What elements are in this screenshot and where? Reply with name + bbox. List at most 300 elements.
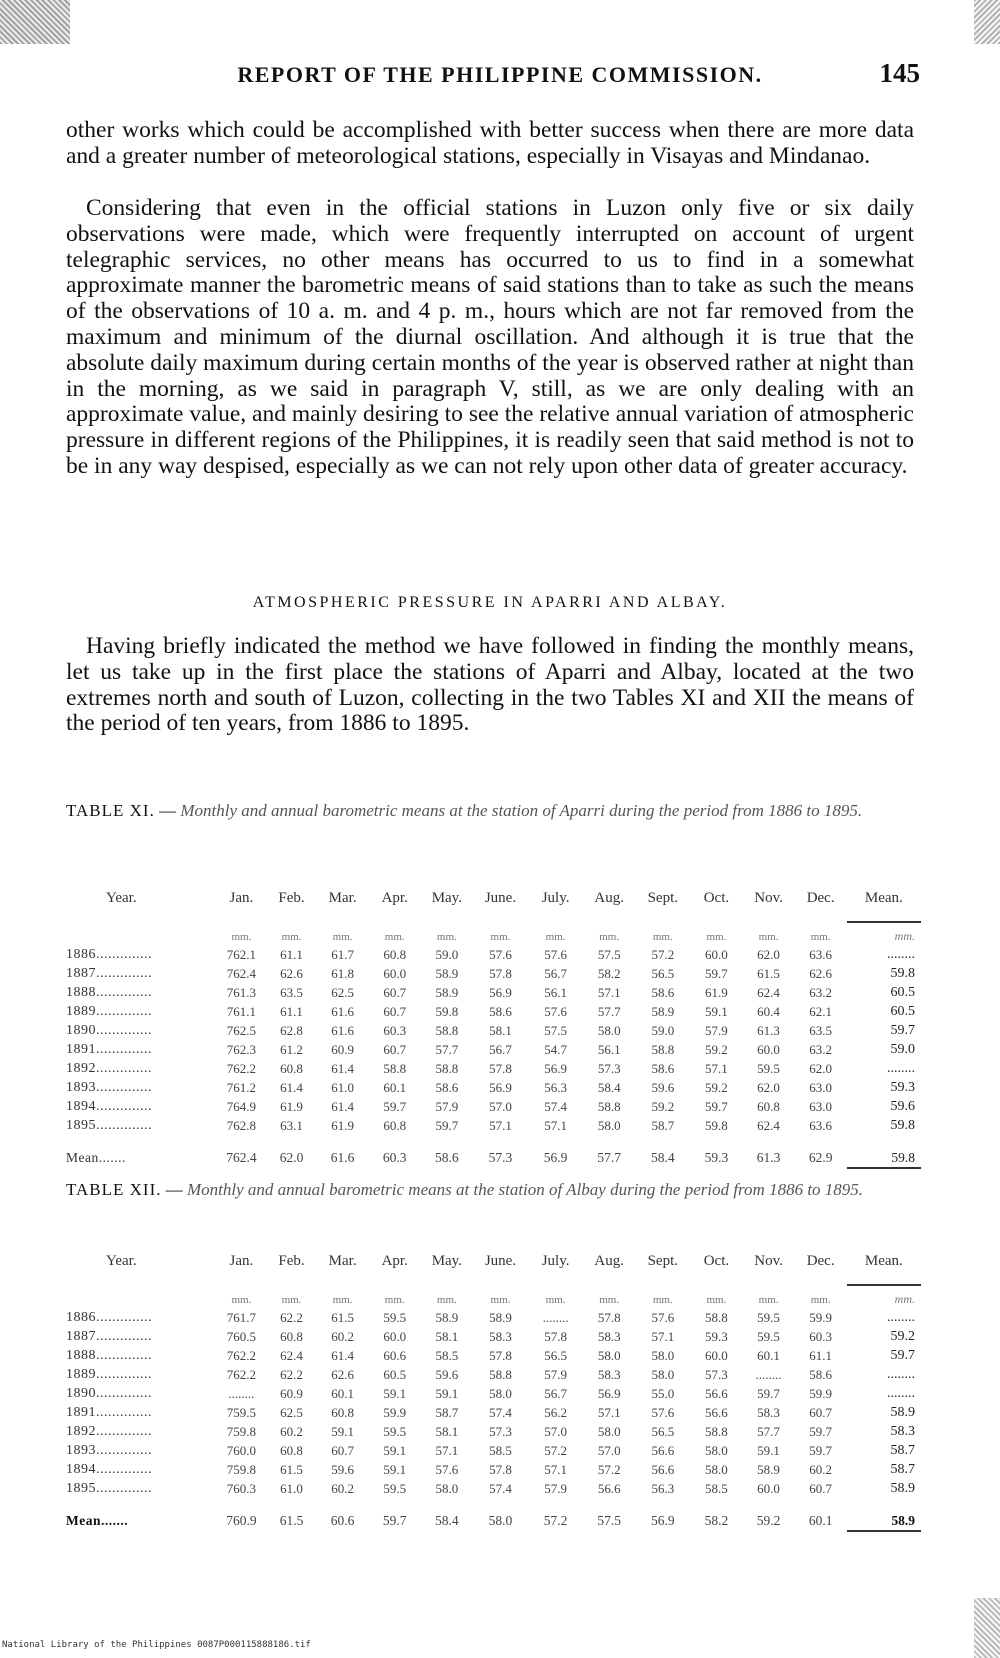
paragraph-3: Having briefly indicated the method we have followed in finding the monthly means, let us take up in the first place the stations of Aparri and Albay, located at the two extremes north and south of Luzon, collecting in the two Tables XI and XII the means of the period of ten years, from 1886 to 1895. xyxy=(66,633,914,737)
column-header: Apr. xyxy=(369,890,421,922)
value-cell: 57.6 xyxy=(544,947,567,962)
value-cell: 57.9 xyxy=(705,1023,728,1038)
value-cell: 57.1 xyxy=(544,1462,567,1477)
value-cell: 59.5 xyxy=(383,1424,407,1439)
mean-value-cell: 58.2 xyxy=(704,1513,729,1528)
value-cell: 60.8 xyxy=(331,1405,354,1420)
value-cell: 61.3 xyxy=(757,1023,780,1038)
table-row xyxy=(66,1060,921,1079)
value-cell: 57.6 xyxy=(544,1004,567,1019)
value-cell: 57.5 xyxy=(597,947,621,962)
column-header: Dec. xyxy=(795,890,847,922)
value-cell: 57.0 xyxy=(597,1443,621,1458)
unit-cell: mm. xyxy=(894,1292,915,1306)
value-cell: 59.7 xyxy=(809,1424,833,1439)
value-cell: 761.1 xyxy=(226,1004,257,1019)
value-cell: 60.0 xyxy=(383,1329,407,1344)
mean-value-cell: 57.7 xyxy=(597,1150,621,1165)
value-cell: ........ xyxy=(887,1310,915,1325)
value-cell: 58.9 xyxy=(435,1310,459,1325)
value-cell: 58.0 xyxy=(597,1118,621,1133)
value-cell: 63.6 xyxy=(809,1118,833,1133)
value-cell: 59.5 xyxy=(757,1061,780,1076)
column-header: July. xyxy=(528,890,583,922)
table-row xyxy=(66,1480,921,1499)
value-cell: 57.2 xyxy=(651,947,675,962)
value-cell: 61.6 xyxy=(331,1023,354,1038)
column-header: Jan. xyxy=(216,890,266,922)
table-row xyxy=(66,946,921,965)
units-row xyxy=(66,1285,921,1309)
value-cell: 58.5 xyxy=(705,1481,728,1496)
value-cell: 60.2 xyxy=(331,1329,354,1344)
unit-cell: mm. xyxy=(599,1293,620,1306)
value-cell: 59.1 xyxy=(383,1462,407,1477)
value-cell: 59.7 xyxy=(705,1099,728,1114)
value-cell: 60.7 xyxy=(383,1042,407,1057)
value-cell: 58.9 xyxy=(489,1310,512,1325)
table-row xyxy=(66,1098,921,1117)
table-row xyxy=(66,1366,921,1385)
value-cell: ........ xyxy=(887,1367,915,1382)
unit-cell: mm. xyxy=(436,930,457,943)
column-header: Mean. xyxy=(847,1253,921,1285)
value-cell: 56.9 xyxy=(544,1061,567,1076)
mean-row xyxy=(66,1499,921,1532)
page-number: 145 xyxy=(879,58,920,88)
value-cell: 61.4 xyxy=(331,1061,354,1076)
unit-cell: mm. xyxy=(652,930,673,943)
value-cell: 61.9 xyxy=(280,1099,303,1114)
value-cell: 61.1 xyxy=(280,1004,303,1019)
column-header: Feb. xyxy=(266,1253,316,1285)
value-cell: 762.2 xyxy=(226,1061,257,1076)
year-cell: 1891.............. xyxy=(66,1405,152,1420)
value-cell: 60.0 xyxy=(383,966,407,981)
value-cell: 60.8 xyxy=(757,1099,780,1114)
value-cell: 62.4 xyxy=(757,985,780,1000)
value-cell: 62.2 xyxy=(280,1367,303,1382)
mean-value-cell: 57.3 xyxy=(488,1150,513,1165)
mean-value-cell: 760.9 xyxy=(226,1513,257,1528)
value-cell: 760.0 xyxy=(226,1443,257,1458)
value-cell: 56.7 xyxy=(489,1042,512,1057)
value-cell: 59.9 xyxy=(383,1405,407,1420)
value-cell: 58.0 xyxy=(651,1348,675,1363)
unit-cell: mm. xyxy=(758,930,779,943)
mean-value-cell: 58.9 xyxy=(847,1499,921,1532)
value-cell: 57.4 xyxy=(489,1481,512,1496)
unit-cell: mm. xyxy=(894,929,915,943)
table-row xyxy=(66,1404,921,1423)
value-cell: 60.1 xyxy=(331,1386,354,1401)
value-cell: 59.8 xyxy=(705,1118,728,1133)
column-header: Mar. xyxy=(317,890,369,922)
value-cell: 59.7 xyxy=(890,1348,915,1363)
value-cell: 59.6 xyxy=(890,1099,915,1114)
mean-value-cell: 60.3 xyxy=(382,1150,407,1165)
table-header-row xyxy=(66,890,921,922)
value-cell: ........ xyxy=(228,1386,255,1401)
value-cell: 56.9 xyxy=(489,985,512,1000)
value-cell: 56.5 xyxy=(651,1424,675,1439)
unit-cell: mm. xyxy=(652,1293,673,1306)
value-cell: 58.0 xyxy=(597,1348,621,1363)
value-cell: 62.5 xyxy=(280,1405,303,1420)
value-cell: 59.0 xyxy=(890,1042,915,1057)
value-cell: 56.6 xyxy=(705,1386,728,1401)
table-row xyxy=(66,984,921,1003)
value-cell: 760.3 xyxy=(226,1481,257,1496)
value-cell: 60.8 xyxy=(280,1061,303,1076)
value-cell: 59.1 xyxy=(331,1424,354,1439)
value-cell: 63.0 xyxy=(809,1099,833,1114)
value-cell: 59.2 xyxy=(890,1329,915,1344)
value-cell: 59.6 xyxy=(435,1367,459,1382)
value-cell: 60.8 xyxy=(383,947,407,962)
table-row xyxy=(66,965,921,984)
value-cell: 759.8 xyxy=(226,1462,257,1477)
column-header: Apr. xyxy=(369,1253,421,1285)
value-cell: 57.8 xyxy=(489,1348,512,1363)
scan-edge-mark-bottom xyxy=(974,1598,1000,1658)
unit-cell: mm. xyxy=(706,930,727,943)
year-cell: 1893.............. xyxy=(66,1080,152,1095)
table-row xyxy=(66,1423,921,1442)
value-cell: 56.6 xyxy=(651,1443,675,1458)
value-cell: 62.2 xyxy=(280,1310,303,1325)
value-cell: ........ xyxy=(887,1386,915,1401)
value-cell: 58.8 xyxy=(383,1061,407,1076)
table-11-caption: TABLE XI. — Monthly and annual barometric means at the station of Aparri during the period from 1886 to 1895. xyxy=(66,801,863,820)
value-cell: 58.3 xyxy=(597,1329,621,1344)
unit-cell: mm. xyxy=(490,1293,511,1306)
value-cell: 61.4 xyxy=(280,1080,303,1095)
table-row xyxy=(66,1442,921,1461)
value-cell: 60.6 xyxy=(383,1348,407,1363)
table-12-label: TABLE XII. xyxy=(66,1180,162,1199)
year-cell: 1889.............. xyxy=(66,1004,152,1019)
value-cell: 60.2 xyxy=(331,1481,354,1496)
value-cell: 59.5 xyxy=(757,1329,780,1344)
value-cell: 56.1 xyxy=(597,1042,621,1057)
year-cell: 1888.............. xyxy=(66,985,152,1000)
value-cell: 57.9 xyxy=(435,1099,459,1114)
value-cell: 58.5 xyxy=(489,1443,512,1458)
unit-cell: mm. xyxy=(231,930,252,943)
value-cell: 60.0 xyxy=(757,1481,780,1496)
year-cell: 1887.............. xyxy=(66,1329,152,1344)
mean-value-cell: 58.6 xyxy=(435,1150,459,1165)
value-cell: 60.7 xyxy=(331,1443,354,1458)
value-cell: 57.1 xyxy=(597,1405,621,1420)
table-11 xyxy=(66,890,921,1169)
value-cell: 58.1 xyxy=(489,1023,512,1038)
value-cell: 58.8 xyxy=(435,1023,459,1038)
value-cell: 59.7 xyxy=(809,1443,833,1458)
unit-cell: mm. xyxy=(706,1293,727,1306)
value-cell: 58.6 xyxy=(651,1061,675,1076)
value-cell: 762.3 xyxy=(226,1042,257,1057)
table-row xyxy=(66,1309,921,1328)
value-cell: 57.7 xyxy=(435,1042,459,1057)
value-cell: 57.2 xyxy=(597,1462,621,1477)
value-cell: 62.1 xyxy=(809,1004,833,1019)
value-cell: 60.9 xyxy=(331,1042,354,1057)
value-cell: 58.7 xyxy=(890,1462,915,1477)
value-cell: 58.0 xyxy=(489,1386,512,1401)
value-cell: 56.5 xyxy=(651,966,675,981)
page-header xyxy=(60,58,920,98)
value-cell: 60.2 xyxy=(280,1424,303,1439)
column-header: Mean. xyxy=(847,890,921,922)
mean-label-cell: Mean....... xyxy=(66,1150,126,1165)
year-cell: 1892.............. xyxy=(66,1424,152,1439)
mean-value-cell: 56.9 xyxy=(651,1513,675,1528)
column-header: Year. xyxy=(66,890,216,922)
value-cell: 58.0 xyxy=(597,1023,621,1038)
unit-cell: mm. xyxy=(436,1293,457,1306)
value-cell: 59.9 xyxy=(809,1310,833,1325)
value-cell: 61.5 xyxy=(280,1462,303,1477)
value-cell: 58.1 xyxy=(435,1424,459,1439)
value-cell: 56.9 xyxy=(489,1080,512,1095)
unit-cell: mm. xyxy=(332,930,353,943)
value-cell: 58.0 xyxy=(705,1443,728,1458)
unit-cell: mm. xyxy=(384,930,405,943)
value-cell: 59.8 xyxy=(890,966,915,981)
value-cell: 58.7 xyxy=(890,1443,915,1458)
value-cell: 59.1 xyxy=(383,1443,407,1458)
unit-cell: mm. xyxy=(810,930,831,943)
value-cell: 58.8 xyxy=(489,1367,512,1382)
value-cell: 58.8 xyxy=(705,1310,728,1325)
value-cell: 59.1 xyxy=(757,1443,780,1458)
value-cell: 57.3 xyxy=(489,1424,512,1439)
value-cell: 57.6 xyxy=(651,1310,675,1325)
table-row xyxy=(66,1461,921,1480)
value-cell: 58.8 xyxy=(651,1042,675,1057)
value-cell: 63.5 xyxy=(280,985,303,1000)
value-cell: 60.8 xyxy=(280,1443,303,1458)
value-cell: 761.3 xyxy=(226,985,257,1000)
value-cell: 58.8 xyxy=(597,1099,621,1114)
value-cell: 57.7 xyxy=(757,1424,780,1439)
mean-value-cell: 61.5 xyxy=(279,1513,304,1528)
value-cell: 60.3 xyxy=(383,1023,407,1038)
value-cell: ........ xyxy=(887,1061,915,1076)
value-cell: ........ xyxy=(755,1367,782,1382)
value-cell: 61.5 xyxy=(331,1310,354,1325)
value-cell: 59.7 xyxy=(705,966,728,981)
units-row xyxy=(66,922,921,946)
year-cell: 1894.............. xyxy=(66,1462,152,1477)
value-cell: 62.0 xyxy=(757,1080,780,1095)
value-cell: 57.1 xyxy=(705,1061,728,1076)
mean-value-cell: 62.0 xyxy=(279,1150,304,1165)
value-cell: 63.0 xyxy=(809,1080,833,1095)
value-cell: 60.7 xyxy=(383,1004,407,1019)
value-cell: 59.7 xyxy=(890,1023,915,1038)
value-cell: 61.1 xyxy=(280,947,303,962)
unit-cell: mm. xyxy=(281,1293,302,1306)
value-cell: 58.8 xyxy=(435,1061,459,1076)
value-cell: 762.5 xyxy=(226,1023,257,1038)
value-cell: 762.2 xyxy=(226,1348,257,1363)
value-cell: 56.3 xyxy=(651,1481,675,1496)
value-cell: 61.2 xyxy=(280,1042,303,1057)
value-cell: 761.2 xyxy=(226,1080,257,1095)
value-cell: 57.2 xyxy=(544,1443,567,1458)
mean-value-cell: 57.5 xyxy=(597,1513,621,1528)
year-cell: 1890.............. xyxy=(66,1386,152,1401)
value-cell: 58.3 xyxy=(757,1405,780,1420)
mean-value-cell: 58.4 xyxy=(435,1513,459,1528)
value-cell: 60.5 xyxy=(890,1004,915,1019)
unit-cell: mm. xyxy=(384,1293,405,1306)
value-cell: ........ xyxy=(887,947,915,962)
value-cell: 762.8 xyxy=(226,1118,257,1133)
mean-value-cell: 59.2 xyxy=(756,1513,781,1528)
value-cell: 60.2 xyxy=(809,1462,833,1477)
table-row xyxy=(66,1385,921,1404)
scan-footer-note: National Library of the Philippines 0087P000115888186.tif xyxy=(2,1640,311,1650)
value-cell: 61.6 xyxy=(331,1004,354,1019)
value-cell: 58.9 xyxy=(435,966,459,981)
table-row xyxy=(66,1328,921,1347)
value-cell: 60.4 xyxy=(757,1004,780,1019)
value-cell: 60.7 xyxy=(383,985,407,1000)
value-cell: 58.0 xyxy=(705,1462,728,1477)
column-header: July. xyxy=(528,1253,583,1285)
column-header: Dec. xyxy=(795,1253,847,1285)
value-cell: 59.1 xyxy=(383,1386,407,1401)
value-cell: 58.6 xyxy=(489,1004,512,1019)
value-cell: 57.0 xyxy=(489,1099,512,1114)
value-cell: 60.0 xyxy=(757,1042,780,1057)
value-cell: 57.3 xyxy=(597,1061,621,1076)
unit-cell: mm. xyxy=(599,930,620,943)
value-cell: 57.8 xyxy=(489,1061,512,1076)
value-cell: 57.6 xyxy=(651,1405,675,1420)
table-12 xyxy=(66,1253,921,1532)
value-cell: 58.3 xyxy=(597,1367,621,1382)
mean-value-cell: 61.3 xyxy=(756,1150,781,1165)
value-cell: 58.0 xyxy=(597,1424,621,1439)
value-cell: 63.2 xyxy=(809,1042,833,1057)
column-header: Oct. xyxy=(690,1253,742,1285)
value-cell: 57.7 xyxy=(597,1004,621,1019)
value-cell: 58.9 xyxy=(435,985,459,1000)
year-cell: 1893.............. xyxy=(66,1443,152,1458)
value-cell: 55.0 xyxy=(651,1386,675,1401)
year-cell: 1890.............. xyxy=(66,1023,152,1038)
value-cell: 58.3 xyxy=(890,1424,915,1439)
value-cell: 59.0 xyxy=(651,1023,675,1038)
value-cell: 61.0 xyxy=(331,1080,354,1095)
value-cell: 58.9 xyxy=(890,1481,915,1496)
value-cell: 57.3 xyxy=(705,1367,728,1382)
value-cell: 56.1 xyxy=(544,985,567,1000)
value-cell: 59.7 xyxy=(383,1099,407,1114)
value-cell: 56.3 xyxy=(544,1080,567,1095)
value-cell: 63.1 xyxy=(280,1118,303,1133)
mean-label-cell: Mean....... xyxy=(66,1513,129,1528)
value-cell: 63.5 xyxy=(809,1023,833,1038)
scan-edge-mark-right xyxy=(974,0,1000,44)
value-cell: 56.5 xyxy=(544,1348,567,1363)
mean-row xyxy=(66,1136,921,1169)
year-cell: 1895.............. xyxy=(66,1118,152,1133)
value-cell: 58.0 xyxy=(435,1481,459,1496)
value-cell: 57.8 xyxy=(544,1329,567,1344)
value-cell: 61.7 xyxy=(331,947,354,962)
mean-value-cell: 62.9 xyxy=(808,1150,833,1165)
value-cell: 62.0 xyxy=(757,947,780,962)
column-header: Nov. xyxy=(742,890,794,922)
value-cell: 60.0 xyxy=(705,1348,728,1363)
column-header: May. xyxy=(421,1253,473,1285)
unit-cell: mm. xyxy=(545,930,566,943)
year-cell: 1892.............. xyxy=(66,1061,152,1076)
value-cell: 56.6 xyxy=(651,1462,675,1477)
value-cell: 60.8 xyxy=(280,1329,303,1344)
year-cell: 1895.............. xyxy=(66,1481,152,1496)
value-cell: 59.5 xyxy=(383,1310,407,1325)
table-row xyxy=(66,1117,921,1136)
year-cell: 1889.............. xyxy=(66,1367,152,1382)
paragraph-1: other works which could be accomplished with better success when there are more data and a greater number of meteorological stations, especially in Visayas and Mindanao. xyxy=(66,117,914,169)
value-cell: 57.8 xyxy=(489,1462,512,1477)
column-header: Sept. xyxy=(635,1253,690,1285)
value-cell: 760.5 xyxy=(226,1329,257,1344)
value-cell: 60.5 xyxy=(890,985,915,1000)
value-cell: 59.2 xyxy=(705,1042,728,1057)
column-header: Jan. xyxy=(216,1253,266,1285)
value-cell: 61.4 xyxy=(331,1348,354,1363)
value-cell: 59.6 xyxy=(651,1080,675,1095)
value-cell: 60.9 xyxy=(280,1386,303,1401)
value-cell: 61.9 xyxy=(705,985,728,1000)
value-cell: 58.7 xyxy=(435,1405,459,1420)
table-header-row xyxy=(66,1253,921,1285)
value-cell: 59.2 xyxy=(705,1080,728,1095)
value-cell: 59.5 xyxy=(757,1310,780,1325)
mean-value-cell: 58.4 xyxy=(651,1150,675,1165)
value-cell: 58.9 xyxy=(890,1405,915,1420)
column-header: Nov. xyxy=(742,1253,794,1285)
table-11-title: Monthly and annual barometric means at the station of Aparri during the period from 1886 to 1895. xyxy=(180,801,863,820)
unit-cell: mm. xyxy=(490,930,511,943)
running-head: REPORT OF THE PHILIPPINE COMMISSION. xyxy=(237,62,763,87)
value-cell: 58.7 xyxy=(651,1118,675,1133)
unit-cell: mm. xyxy=(758,1293,779,1306)
value-cell: 59.0 xyxy=(435,947,459,962)
column-header: Aug. xyxy=(583,890,635,922)
value-cell: 63.2 xyxy=(809,985,833,1000)
value-cell: 58.6 xyxy=(651,985,675,1000)
value-cell: 59.1 xyxy=(435,1386,459,1401)
value-cell: 60.5 xyxy=(383,1367,407,1382)
value-cell: 58.2 xyxy=(597,966,621,981)
mean-value-cell: 56.9 xyxy=(543,1150,568,1165)
value-cell: 62.6 xyxy=(331,1367,354,1382)
unit-cell xyxy=(66,1285,216,1309)
value-cell: 61.8 xyxy=(331,966,354,981)
value-cell: 58.1 xyxy=(435,1329,459,1344)
year-cell: 1894.............. xyxy=(66,1099,152,1114)
value-cell: 761.7 xyxy=(226,1310,257,1325)
